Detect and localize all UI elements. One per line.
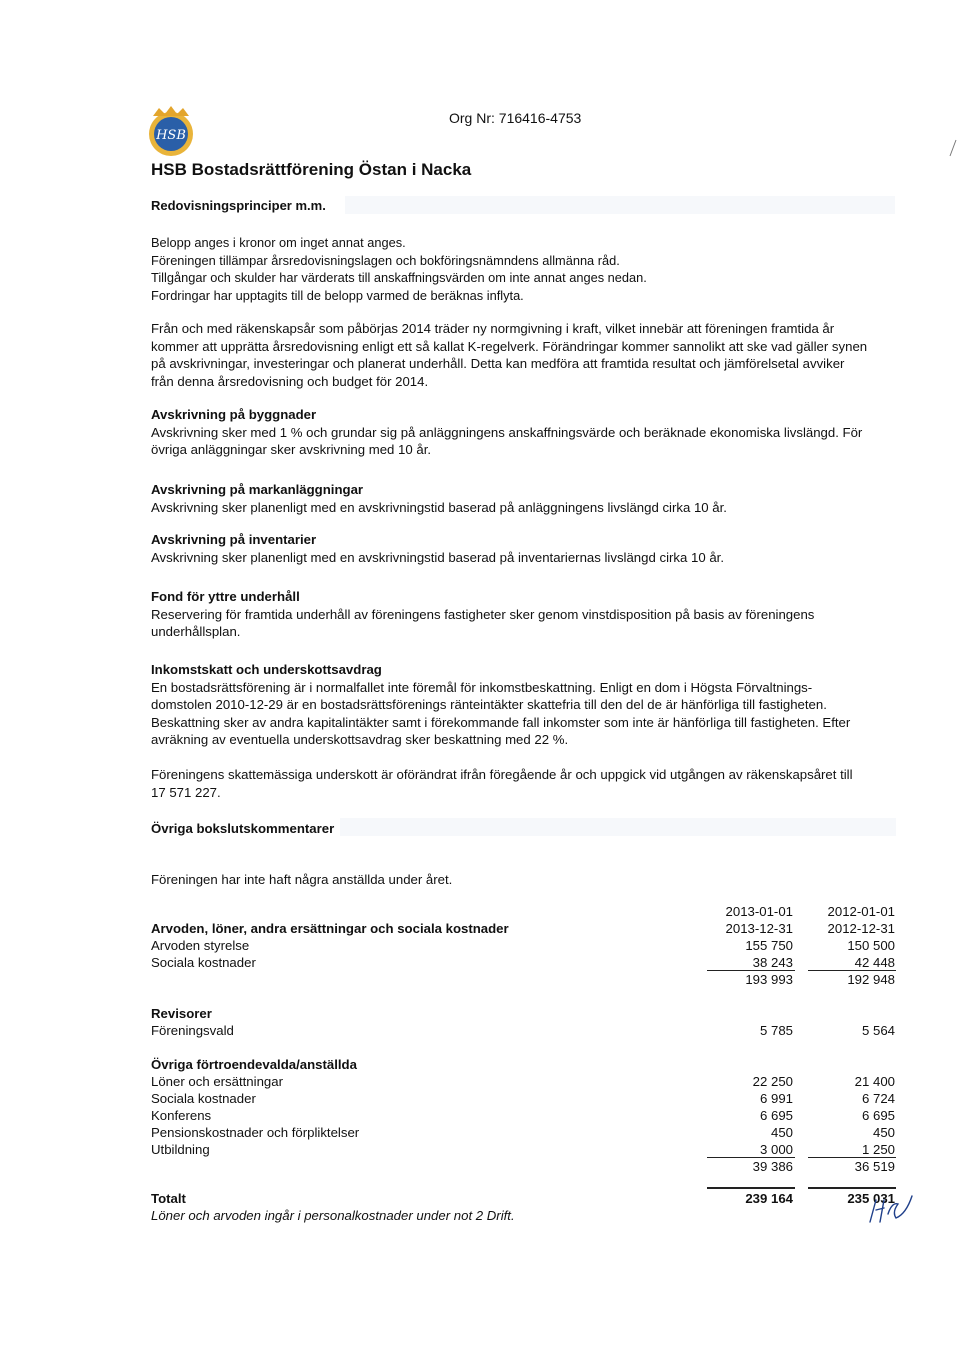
section-line: Avskrivning sker planenligt med en avskrivningstid baserad på anläggningens livslängd cirka 10 år. [151,499,727,515]
row-label: Sociala kostnader [151,1091,256,1106]
section-line: En bostadsrättsförening är i normalfallet inte föremål för inkomstbeskattning. Enligt en dom i Högsta Förvaltnings- [151,679,813,695]
sum-row [151,1158,897,1175]
header-band [345,196,895,214]
table-row [151,1107,897,1124]
ovriga-heading: Övriga förtroendevalda/anställda [151,1057,357,1072]
k3-line: från denna årsredovisning och budget för 2014. [151,373,429,389]
row-label: Arvoden styrelse [151,938,250,953]
total-label: Totalt [151,1191,186,1206]
col1-header-start: 2013-01-01 [725,904,793,919]
section-line: Föreningens skattemässiga underskott är oförändrat ifrån föregående år och uppgick vid utgången av räkenskapsåret till [151,767,853,782]
row-label: Pensionskostnader och förpliktelser [151,1125,360,1140]
total-value-2013: 239 164 [745,1191,793,1206]
row-label: Sociala kostnader [151,955,256,970]
table-row [151,1073,897,1090]
section-heading: Inkomstskatt och underskottsavdrag [151,662,382,677]
k3-line: kommer att upprätta årsredovisning enligt ett så kallat K-regelverk. Förändringar kommer sannolikt att ske vad gäller synen [151,338,868,354]
table-row [151,1124,897,1141]
total-row [151,1190,897,1207]
section-fond [151,588,891,641]
footnote: Löner och arvoden ingår i personalkostnader under not 2 Drift. [151,1208,515,1223]
col1-header-end: 2013-12-31 [725,921,793,936]
underskott-paragraph [151,766,891,801]
section-line: Reservering för framtida underhåll av föreningens fastigheter sker genom vinstdisposition på basis av föreningens [151,606,815,622]
row-value-2012: 42 448 [854,955,895,970]
table-row [151,954,897,971]
hsb-logo-icon [143,104,199,160]
row-value-2012: 6 724 [861,1091,895,1106]
anstallda-text: Föreningen har inte haft några anställda under året. [151,872,453,887]
table-row [151,1141,897,1158]
col2-header-start: 2012-01-01 [827,904,895,919]
section-markanlaggningar [151,481,891,516]
row-label: Föreningsvald [151,1023,234,1038]
principles-line: Tillgångar och skulder har värderats till anskaffningsvärden om inte annat anges nedan. [151,270,647,286]
k3-paragraph [151,320,891,390]
principles-text [151,234,891,304]
row-label: Löner och ersättningar [151,1074,283,1089]
section-heading: Avskrivning på byggnader [151,407,317,422]
row-value-2013: 5 785 [759,1023,793,1038]
section-heading: Fond för yttre underhåll [151,589,300,604]
section-line: underhållsplan. [151,624,241,640]
logo-text: HSB [156,128,186,143]
total-divider [707,1187,795,1189]
sum-value-2012: 36 519 [854,1159,895,1174]
section-heading: Avskrivning på markanläggningar [151,482,364,497]
row-value-2013: 22 250 [752,1074,793,1089]
section-line: Beskattning sker av andra kapitalintäkter samt i förekommande fall inkomster som inte är hänförliga till fastigheten. Efter [151,714,851,730]
k3-line: på avskrivningar, investeringar och planerat underhåll. Detta kan medföra att framtida resultat och jämförelsetal avviker [151,356,845,372]
sum-value-2013: 193 993 [745,972,793,987]
row-value-2012: 21 400 [854,1074,895,1089]
ovriga-kommentarer-heading [151,820,891,838]
k3-line: Från och med räkenskapsår som påbörjas 2014 träder ny normgivning i kraft, vilket innebär att föreningen framtida år [151,321,835,336]
organization-name: HSB Bostadsrättförening Östan i Nacka [151,160,472,179]
section-inventarier [151,531,891,566]
scan-mark-icon [948,138,958,158]
total-value-2012: 235 031 [847,1191,895,1206]
section-line: avräkning av eventuella underskottsavdrag sker beskattning med 22 %. [151,732,569,748]
table-header-row-2 [151,920,897,937]
section-line: Avskrivning sker med 1 % och grundar sig på anläggningens anskaffningsvärde och beräknade ekonomiska livslängd. För [151,424,863,440]
row-value-2013: 155 750 [745,938,793,953]
section-line: domstolen 2010-12-29 är en bostadsrättsförenings ränteintäkter skattefria till den del de är hänförliga till fastigheten. [151,697,827,713]
row-value-2013: 38 243 [752,955,793,970]
section-line: 17 571 227. [151,784,221,800]
col2-header-end: 2012-12-31 [827,921,895,936]
row-value-2013: 450 [770,1125,793,1140]
section-byggnader [151,406,891,459]
section-line: övriga anläggningar sker avskrivning med 10 år. [151,442,432,458]
section-inkomstskatt [151,661,891,749]
revisorer-heading-row [151,1005,897,1022]
section-line: Avskrivning sker planenligt med en avskrivningstid baserad på inventariernas livslängd cirka 10 år. [151,549,724,565]
arvoden-heading: Arvoden, löner, andra ersättningar och sociala kostnader [151,921,509,936]
row-value-2012: 5 564 [861,1023,895,1038]
row-value-2013: 6 991 [759,1091,793,1106]
principles-heading: Redovisningsprinciper m.m. [151,198,326,213]
signature-initials-icon [862,1192,932,1226]
section-heading: Avskrivning på inventarier [151,532,317,547]
principles-line: Föreningen tillämpar årsredovisningslagen och bokföringsnämndens allmänna råd. [151,252,620,268]
section-heading: Övriga bokslutskommentarer [151,821,335,836]
sum-value-2013: 39 386 [752,1159,793,1174]
row-value-2013: 6 695 [759,1108,793,1123]
row-label: Konferens [151,1108,212,1123]
row-value-2012: 6 695 [861,1108,895,1123]
principles-line: Belopp anges i kronor om inget annat anges. [151,235,406,250]
row-value-2012: 150 500 [847,938,895,953]
ovriga-heading-row [151,1056,897,1073]
row-value-2012: 1 250 [861,1142,895,1157]
row-value-2012: 450 [872,1125,895,1140]
sum-value-2012: 192 948 [847,972,895,987]
total-divider [808,1187,896,1189]
footnote-row [151,1207,897,1224]
table-header-row-1 [151,903,897,920]
org-number: Org Nr: 716416-4753 [449,110,582,126]
revisorer-heading: Revisorer [151,1006,212,1021]
table-row [151,1022,897,1039]
table-row [151,1090,897,1107]
row-value-2013: 3 000 [759,1142,793,1157]
row-label: Utbildning [151,1142,210,1157]
sum-row [151,971,897,988]
principles-line: Fordringar har upptagits till de belopp varmed de beräknas inflyta. [151,287,524,303]
table-row [151,937,897,954]
